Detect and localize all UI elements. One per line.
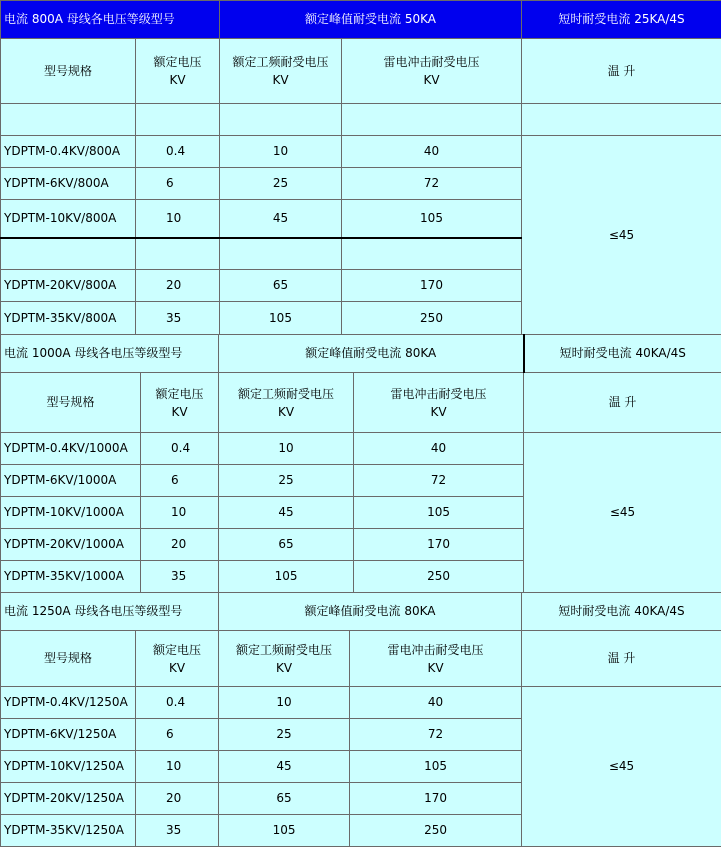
column-header-row bbox=[1, 373, 721, 433]
section-header-row bbox=[1, 335, 721, 373]
model-cell: YDPTM-20KV/1250A bbox=[1, 783, 136, 815]
power-freq-cell: 65 bbox=[220, 270, 342, 302]
voltage-cell: 0.4 bbox=[136, 687, 219, 719]
col-voltage-header: 额定电压 KV bbox=[136, 631, 219, 687]
col-model-header: 型号规格 bbox=[1, 373, 141, 433]
temp-rise-cell: ≤45 bbox=[524, 433, 721, 593]
model-cell: YDPTM-6KV/1250A bbox=[1, 719, 136, 751]
model-cell: YDPTM-0.4KV/800A bbox=[1, 136, 136, 168]
peak-current: 额定峰值耐受电流 80KA bbox=[219, 335, 524, 373]
col-temp-header: 温 升 bbox=[524, 373, 721, 433]
empty-cell bbox=[1, 238, 136, 270]
voltage-cell: 35 bbox=[136, 815, 219, 847]
section-title: 电流 1000A 母线各电压等级型号 bbox=[1, 335, 219, 373]
lightning-cell: 250 bbox=[350, 815, 522, 847]
power-freq-cell: 10 bbox=[219, 687, 350, 719]
lightning-cell: 72 bbox=[342, 168, 522, 200]
col-voltage-header: 额定电压 KV bbox=[141, 373, 219, 433]
lightning-cell: 250 bbox=[354, 561, 524, 593]
model-cell: YDPTM-0.4KV/1250A bbox=[1, 687, 136, 719]
model-cell: YDPTM-10KV/1250A bbox=[1, 751, 136, 783]
col-temp-header: 温 升 bbox=[522, 39, 721, 104]
spec-table-800a bbox=[0, 0, 721, 335]
temp-rise-cell: ≤45 bbox=[522, 687, 721, 847]
power-freq-cell: 105 bbox=[219, 561, 354, 593]
power-freq-cell: 25 bbox=[220, 168, 342, 200]
section-header-row bbox=[1, 1, 721, 39]
section-1000a bbox=[0, 334, 721, 592]
voltage-cell: 6 bbox=[141, 465, 219, 497]
empty-cell bbox=[220, 104, 342, 136]
voltage-cell: 35 bbox=[136, 302, 220, 335]
empty-cell bbox=[1, 104, 136, 136]
empty-cell bbox=[136, 238, 220, 270]
power-freq-cell: 105 bbox=[220, 302, 342, 335]
power-freq-cell: 45 bbox=[219, 751, 350, 783]
lightning-cell: 72 bbox=[354, 465, 524, 497]
spec-table-1000a bbox=[0, 334, 721, 593]
voltage-cell: 0.4 bbox=[141, 433, 219, 465]
voltage-cell: 10 bbox=[141, 497, 219, 529]
lightning-cell: 105 bbox=[354, 497, 524, 529]
col-power-freq-header: 额定工频耐受电压 KV bbox=[219, 631, 350, 687]
power-freq-cell: 10 bbox=[219, 433, 354, 465]
power-freq-cell: 65 bbox=[219, 529, 354, 561]
col-power-freq-header: 额定工频耐受电压 KV bbox=[219, 373, 354, 433]
section-1250a bbox=[0, 592, 721, 846]
col-voltage-header: 额定电压 KV bbox=[136, 39, 220, 104]
empty-cell bbox=[342, 104, 522, 136]
col-lightning-header: 雷电冲击耐受电压 KV bbox=[354, 373, 524, 433]
temp-rise-cell: ≤45 bbox=[522, 136, 721, 335]
lightning-cell: 170 bbox=[342, 270, 522, 302]
model-cell: YDPTM-20KV/800A bbox=[1, 270, 136, 302]
power-freq-cell: 105 bbox=[219, 815, 350, 847]
col-lightning-header: 雷电冲击耐受电压 KV bbox=[350, 631, 522, 687]
voltage-cell: 20 bbox=[136, 270, 220, 302]
lightning-cell: 40 bbox=[342, 136, 522, 168]
column-header-row bbox=[1, 39, 721, 104]
section-800a bbox=[0, 0, 721, 334]
short-time-current: 短时耐受电流 40KA/4S bbox=[522, 593, 721, 631]
model-cell: YDPTM-6KV/1000A bbox=[1, 465, 141, 497]
voltage-cell: 35 bbox=[141, 561, 219, 593]
peak-current: 额定峰值耐受电流 80KA bbox=[219, 593, 522, 631]
col-lightning-header: 雷电冲击耐受电压 KV bbox=[342, 39, 522, 104]
voltage-cell: 10 bbox=[136, 200, 220, 238]
model-cell: YDPTM-6KV/800A bbox=[1, 168, 136, 200]
power-freq-cell: 65 bbox=[219, 783, 350, 815]
short-time-current: 短时耐受电流 40KA/4S bbox=[524, 335, 721, 373]
voltage-cell: 6 bbox=[136, 168, 220, 200]
lightning-cell: 72 bbox=[350, 719, 522, 751]
spec-table-1250a bbox=[0, 592, 721, 847]
power-freq-cell: 45 bbox=[220, 200, 342, 238]
model-cell: YDPTM-0.4KV/1000A bbox=[1, 433, 141, 465]
section-header-row bbox=[1, 593, 721, 631]
lightning-cell: 170 bbox=[354, 529, 524, 561]
voltage-cell: 10 bbox=[136, 751, 219, 783]
model-cell: YDPTM-35KV/1250A bbox=[1, 815, 136, 847]
model-cell: YDPTM-35KV/800A bbox=[1, 302, 136, 335]
model-cell: YDPTM-35KV/1000A bbox=[1, 561, 141, 593]
col-power-freq-header: 额定工频耐受电压 KV bbox=[220, 39, 342, 104]
lightning-cell: 250 bbox=[342, 302, 522, 335]
empty-cell bbox=[342, 238, 522, 270]
power-freq-cell: 25 bbox=[219, 465, 354, 497]
lightning-cell: 170 bbox=[350, 783, 522, 815]
voltage-cell: 0.4 bbox=[136, 136, 220, 168]
table-row bbox=[1, 687, 721, 719]
power-freq-cell: 10 bbox=[220, 136, 342, 168]
voltage-cell: 6 bbox=[136, 719, 219, 751]
power-freq-cell: 25 bbox=[219, 719, 350, 751]
empty-cell bbox=[522, 104, 721, 136]
empty-cell bbox=[136, 104, 220, 136]
lightning-cell: 105 bbox=[350, 751, 522, 783]
spacer-row bbox=[1, 104, 721, 136]
col-temp-header: 温 升 bbox=[522, 631, 721, 687]
voltage-cell: 20 bbox=[136, 783, 219, 815]
section-title: 电流 800A 母线各电压等级型号 bbox=[1, 1, 220, 39]
lightning-cell: 40 bbox=[350, 687, 522, 719]
section-title: 电流 1250A 母线各电压等级型号 bbox=[1, 593, 219, 631]
peak-current: 额定峰值耐受电流 50KA bbox=[220, 1, 522, 39]
empty-cell bbox=[220, 238, 342, 270]
model-cell: YDPTM-10KV/800A bbox=[1, 200, 136, 238]
column-header-row bbox=[1, 631, 721, 687]
col-model-header: 型号规格 bbox=[1, 631, 136, 687]
model-cell: YDPTM-20KV/1000A bbox=[1, 529, 141, 561]
table-row bbox=[1, 136, 721, 168]
lightning-cell: 105 bbox=[342, 200, 522, 238]
voltage-cell: 20 bbox=[141, 529, 219, 561]
power-freq-cell: 45 bbox=[219, 497, 354, 529]
col-model-header: 型号规格 bbox=[1, 39, 136, 104]
lightning-cell: 40 bbox=[354, 433, 524, 465]
model-cell: YDPTM-10KV/1000A bbox=[1, 497, 141, 529]
short-time-current: 短时耐受电流 25KA/4S bbox=[522, 1, 721, 39]
table-row bbox=[1, 433, 721, 465]
